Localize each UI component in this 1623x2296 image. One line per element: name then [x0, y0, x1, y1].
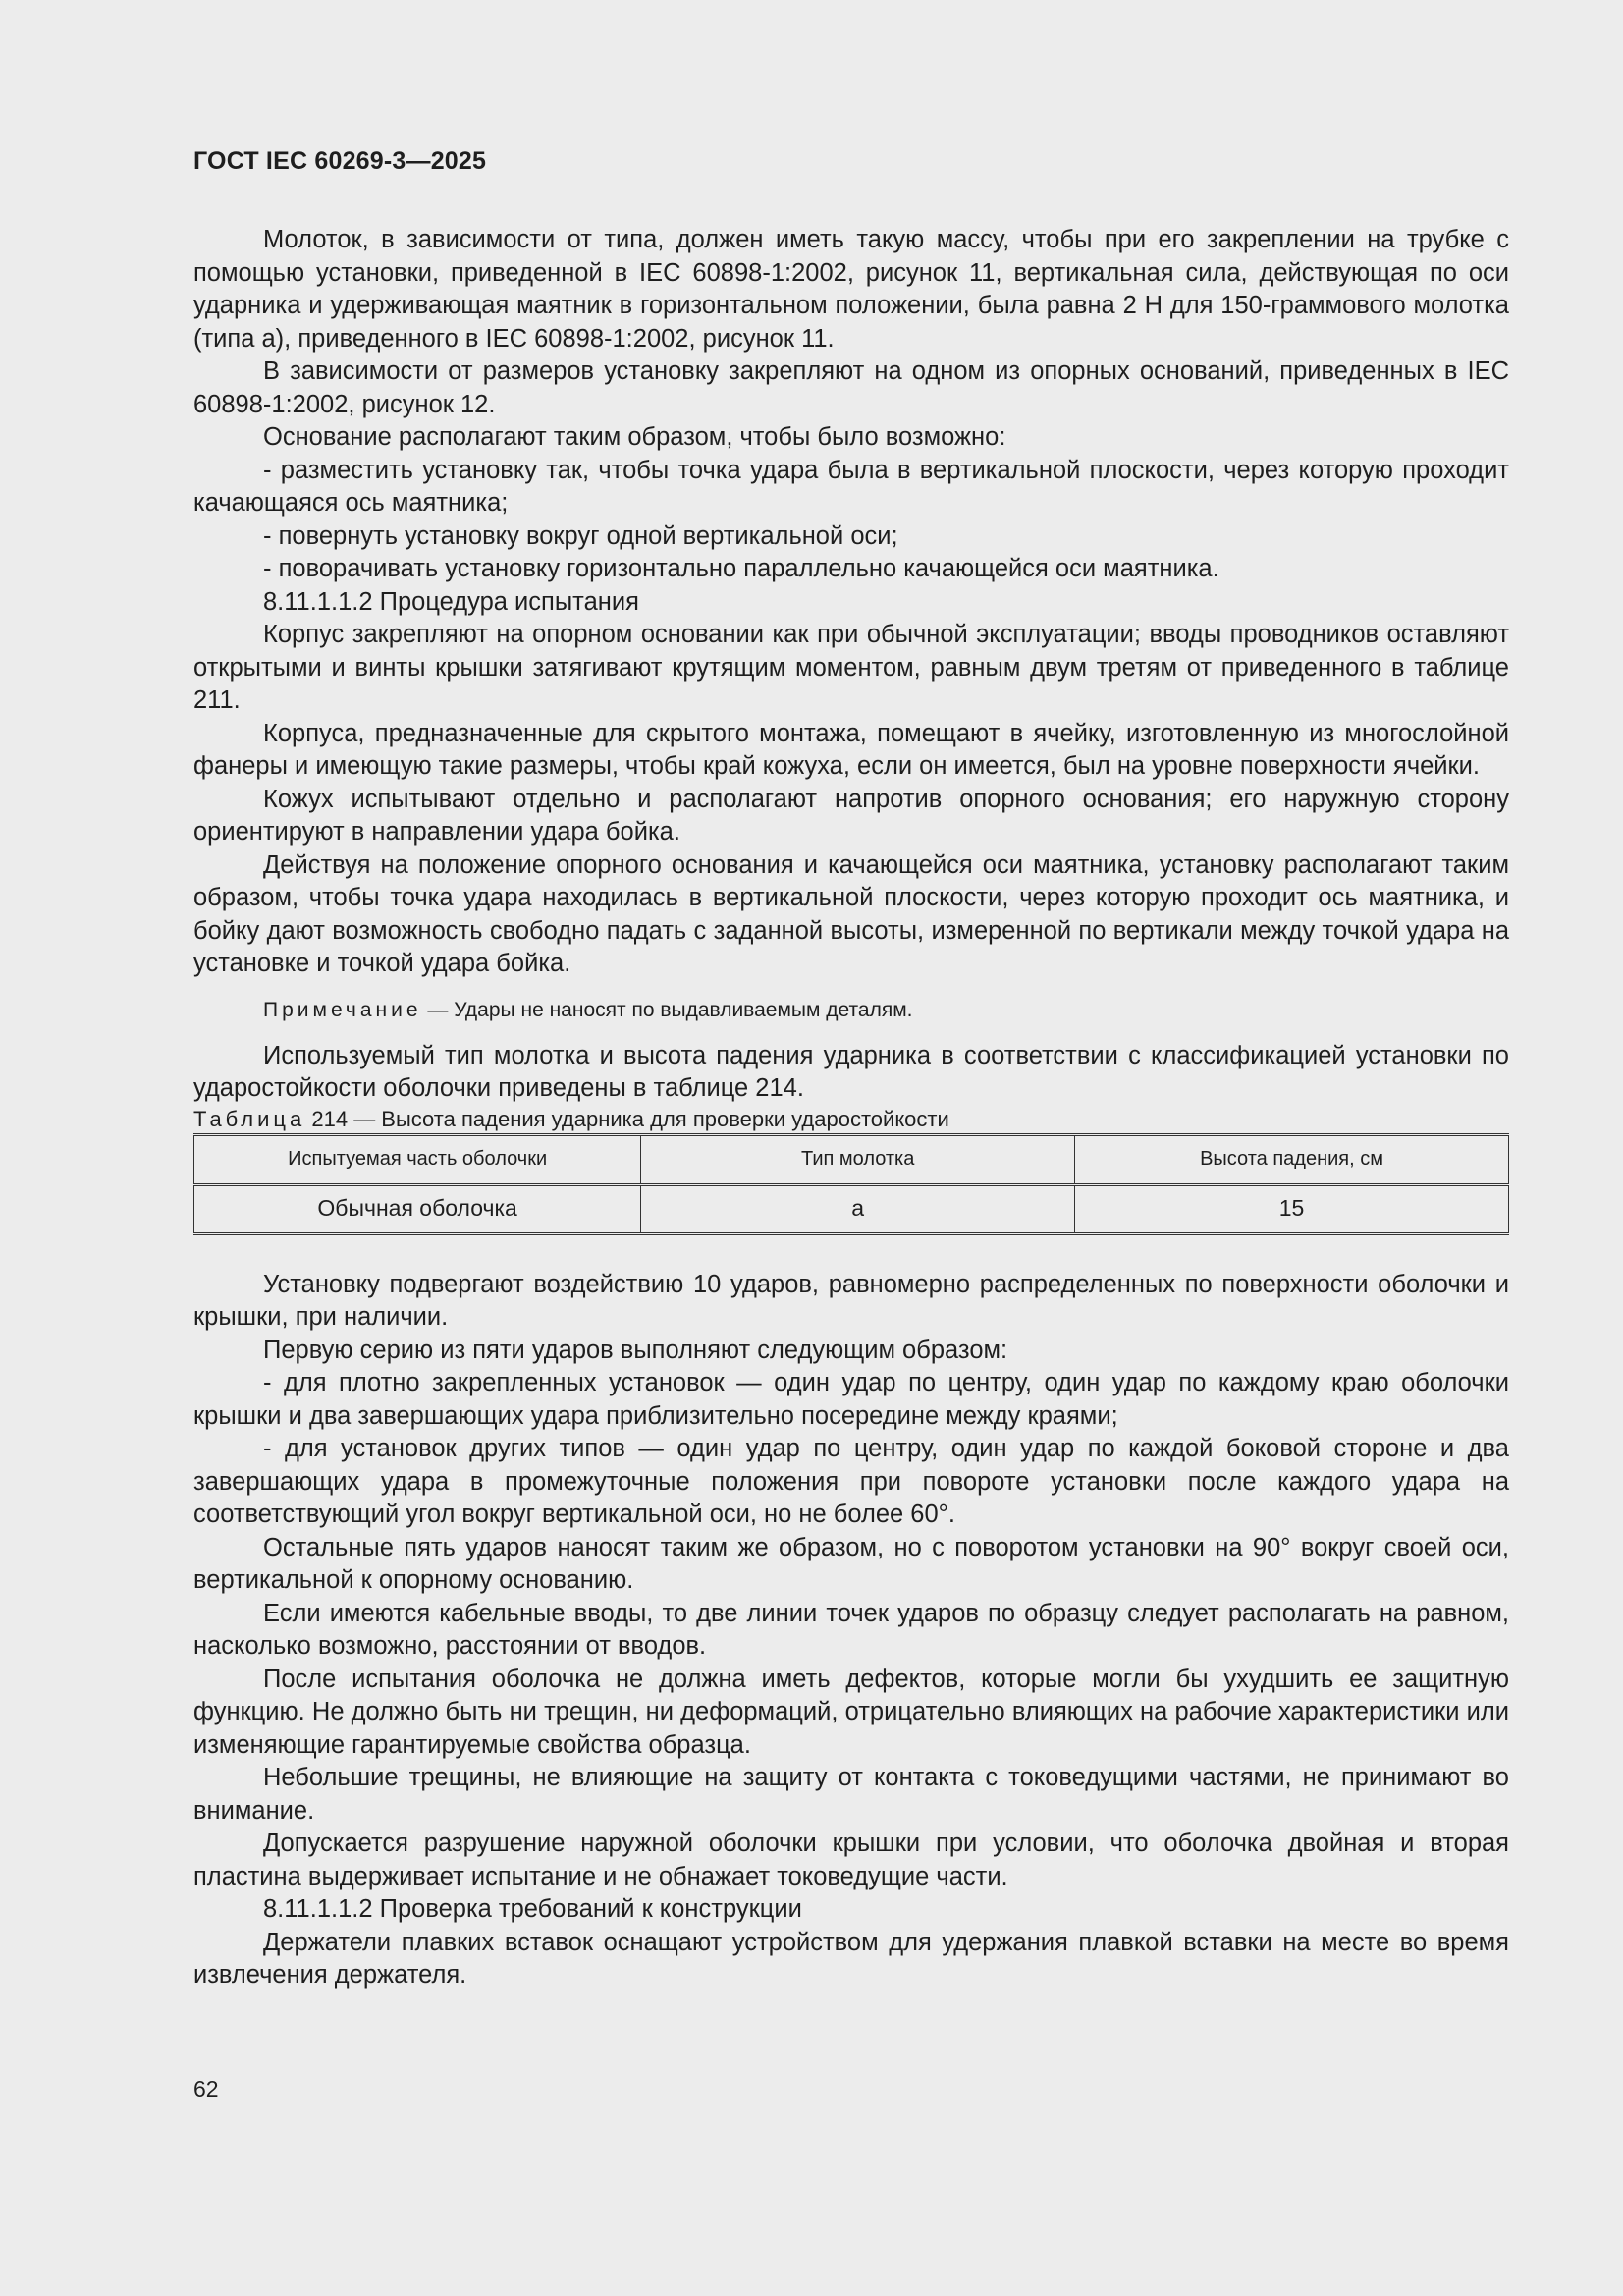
table-caption-label: Таблица: [193, 1106, 306, 1131]
table-cell: 15: [1075, 1184, 1509, 1233]
note: [193, 997, 1509, 1024]
paragraph: Держатели плавких вставок оснащают устройством для удержания плавкой вставки на месте во время извлечения держателя.: [193, 1928, 1509, 1989]
paragraph: В зависимости от размеров установку закрепляют на одном из опорных оснований, приведенных в IEC 60898-1:2002, рисунок 12.: [193, 357, 1509, 418]
note-text: — Удары не наносят по выдавливаемым деталям.: [421, 998, 913, 1021]
paragraph: Корпус закрепляют на опорном основании как при обычной эксплуатации; вводы проводников оставляют открытыми и винты крышки затягивают крутящим моментом, равным двум третям от приведенного в таблице 211.: [193, 621, 1509, 714]
paragraph: Кожух испытывают отдельно и располагают напротив опорного основания; его наружную сторону ориентируют в направлении удара бойка.: [193, 785, 1509, 846]
paragraph: Действуя на положение опорного основания и качающейся оси маятника, установку располагают таким образом, чтобы точка удара находилась в вертикальной плоскости, через которую проходит ось маятника, и бойку дают возможность свободно падать с заданной высоты, измеренной по вертикали между точкой удара на установке и точкой удара бойка.: [193, 850, 1509, 977]
section-heading: 8.11.1.1.2 Проверка требований к конструкции: [263, 1895, 802, 1923]
paragraph: Если имеются кабельные вводы, то две линии точек ударов по образцу следует располагать на равном, насколько возможно, расстоянии от вводов.: [193, 1599, 1509, 1660]
paragraph: Корпуса, предназначенные для скрытого монтажа, помещают в ячейку, изготовленную из многослойной фанеры и имеющую такие размеры, чтобы край кожуха, если он имеется, был на уровне поверхности ячейки.: [193, 719, 1509, 780]
table-header-row: [194, 1134, 1509, 1184]
table-cell: Обычная оболочка: [194, 1184, 641, 1233]
list-item: - для установок других типов — один удар по центру, один удар по каждой боковой стороне и два завершающих удара в промежуточные положения при повороте установки после каждого удара на соответствующий угол вокруг вертикальной оси, но не более 60°.: [193, 1435, 1509, 1528]
section-heading: 8.11.1.1.2 Процедура испытания: [263, 587, 639, 616]
list-item: - поворачивать установку горизонтально параллельно качающейся оси маятника.: [263, 555, 1219, 582]
table-header-cell: Высота падения, см: [1075, 1134, 1509, 1184]
paragraph: После испытания оболочка не должна иметь дефектов, которые могли бы ухудшить ее защитную функцию. Не должно быть ни трещин, ни деформаций, отрицательно влияющих на рабочие характеристики или изменяющие гарантируемые свойства образца.: [193, 1665, 1509, 1759]
table-214: [193, 1133, 1509, 1235]
list-item: - повернуть установку вокруг одной вертикальной оси;: [263, 521, 898, 550]
paragraph: Используемый тип молотка и высота падения ударника в соответствии с классификацией установки по ударостойкости оболочки приведены в таблице 214.: [193, 1041, 1509, 1102]
table-header-cell: Испытуемая часть оболочки: [194, 1134, 641, 1184]
page-number: 62: [193, 2076, 219, 2102]
table-caption-text: 214 — Высота падения ударника для проверки ударостойкости: [305, 1106, 949, 1131]
paragraph: Установку подвергают воздействию 10 ударов, равномерно распределенных по поверхности оболочки и крышки, при наличии.: [193, 1270, 1509, 1331]
paragraph: Допускается разрушение наружной оболочки крышки при условии, что оболочка двойная и вторая пластина выдерживает испытание и не обнажает токоведущие части.: [193, 1830, 1509, 1890]
paragraph: Основание располагают таким образом, чтобы было возможно:: [263, 423, 1006, 451]
list-item: - разместить установку так, чтобы точка удара была в вертикальной плоскости, через которую проходит качающаяся ось маятника;: [193, 456, 1509, 517]
paragraph: Небольшие трещины, не влияющие на защиту от контакта с токоведущими частями, не принимают во внимание.: [193, 1764, 1509, 1825]
document-body: [193, 224, 1509, 1993]
table-caption: [193, 1106, 1509, 1133]
paragraph: Первую серию из пяти ударов выполняют следующим образом:: [263, 1336, 1008, 1364]
note-label: Примечание: [263, 998, 422, 1021]
table-row: [194, 1184, 1509, 1233]
paragraph: Молоток, в зависимости от типа, должен иметь такую массу, чтобы при его закреплении на трубке с помощью установки, приведенной в IEC 60898-1:2002, рисунок 11, вертикальная сила, действующая по оси ударника и удерживающая маятник в горизонтальном положении, была равна 2 Н для 150-граммового молотка (типа а), приведенного в IEC 60898-1:2002, рисунок 11.: [193, 226, 1509, 353]
document-header: ГОСТ IEC 60269-3—2025: [193, 147, 487, 175]
table-header-cell: Тип молотка: [641, 1134, 1075, 1184]
table-cell: а: [641, 1184, 1075, 1233]
list-item: - для плотно закрепленных установок — один удар по центру, один удар по каждому краю оболочки крышки и два завершающих удара приблизительно посередине между краями;: [193, 1369, 1509, 1430]
paragraph: Остальные пять ударов наносят таким же образом, но с поворотом установки на 90° вокруг своей оси, вертикальной к опорному основанию.: [193, 1533, 1509, 1594]
